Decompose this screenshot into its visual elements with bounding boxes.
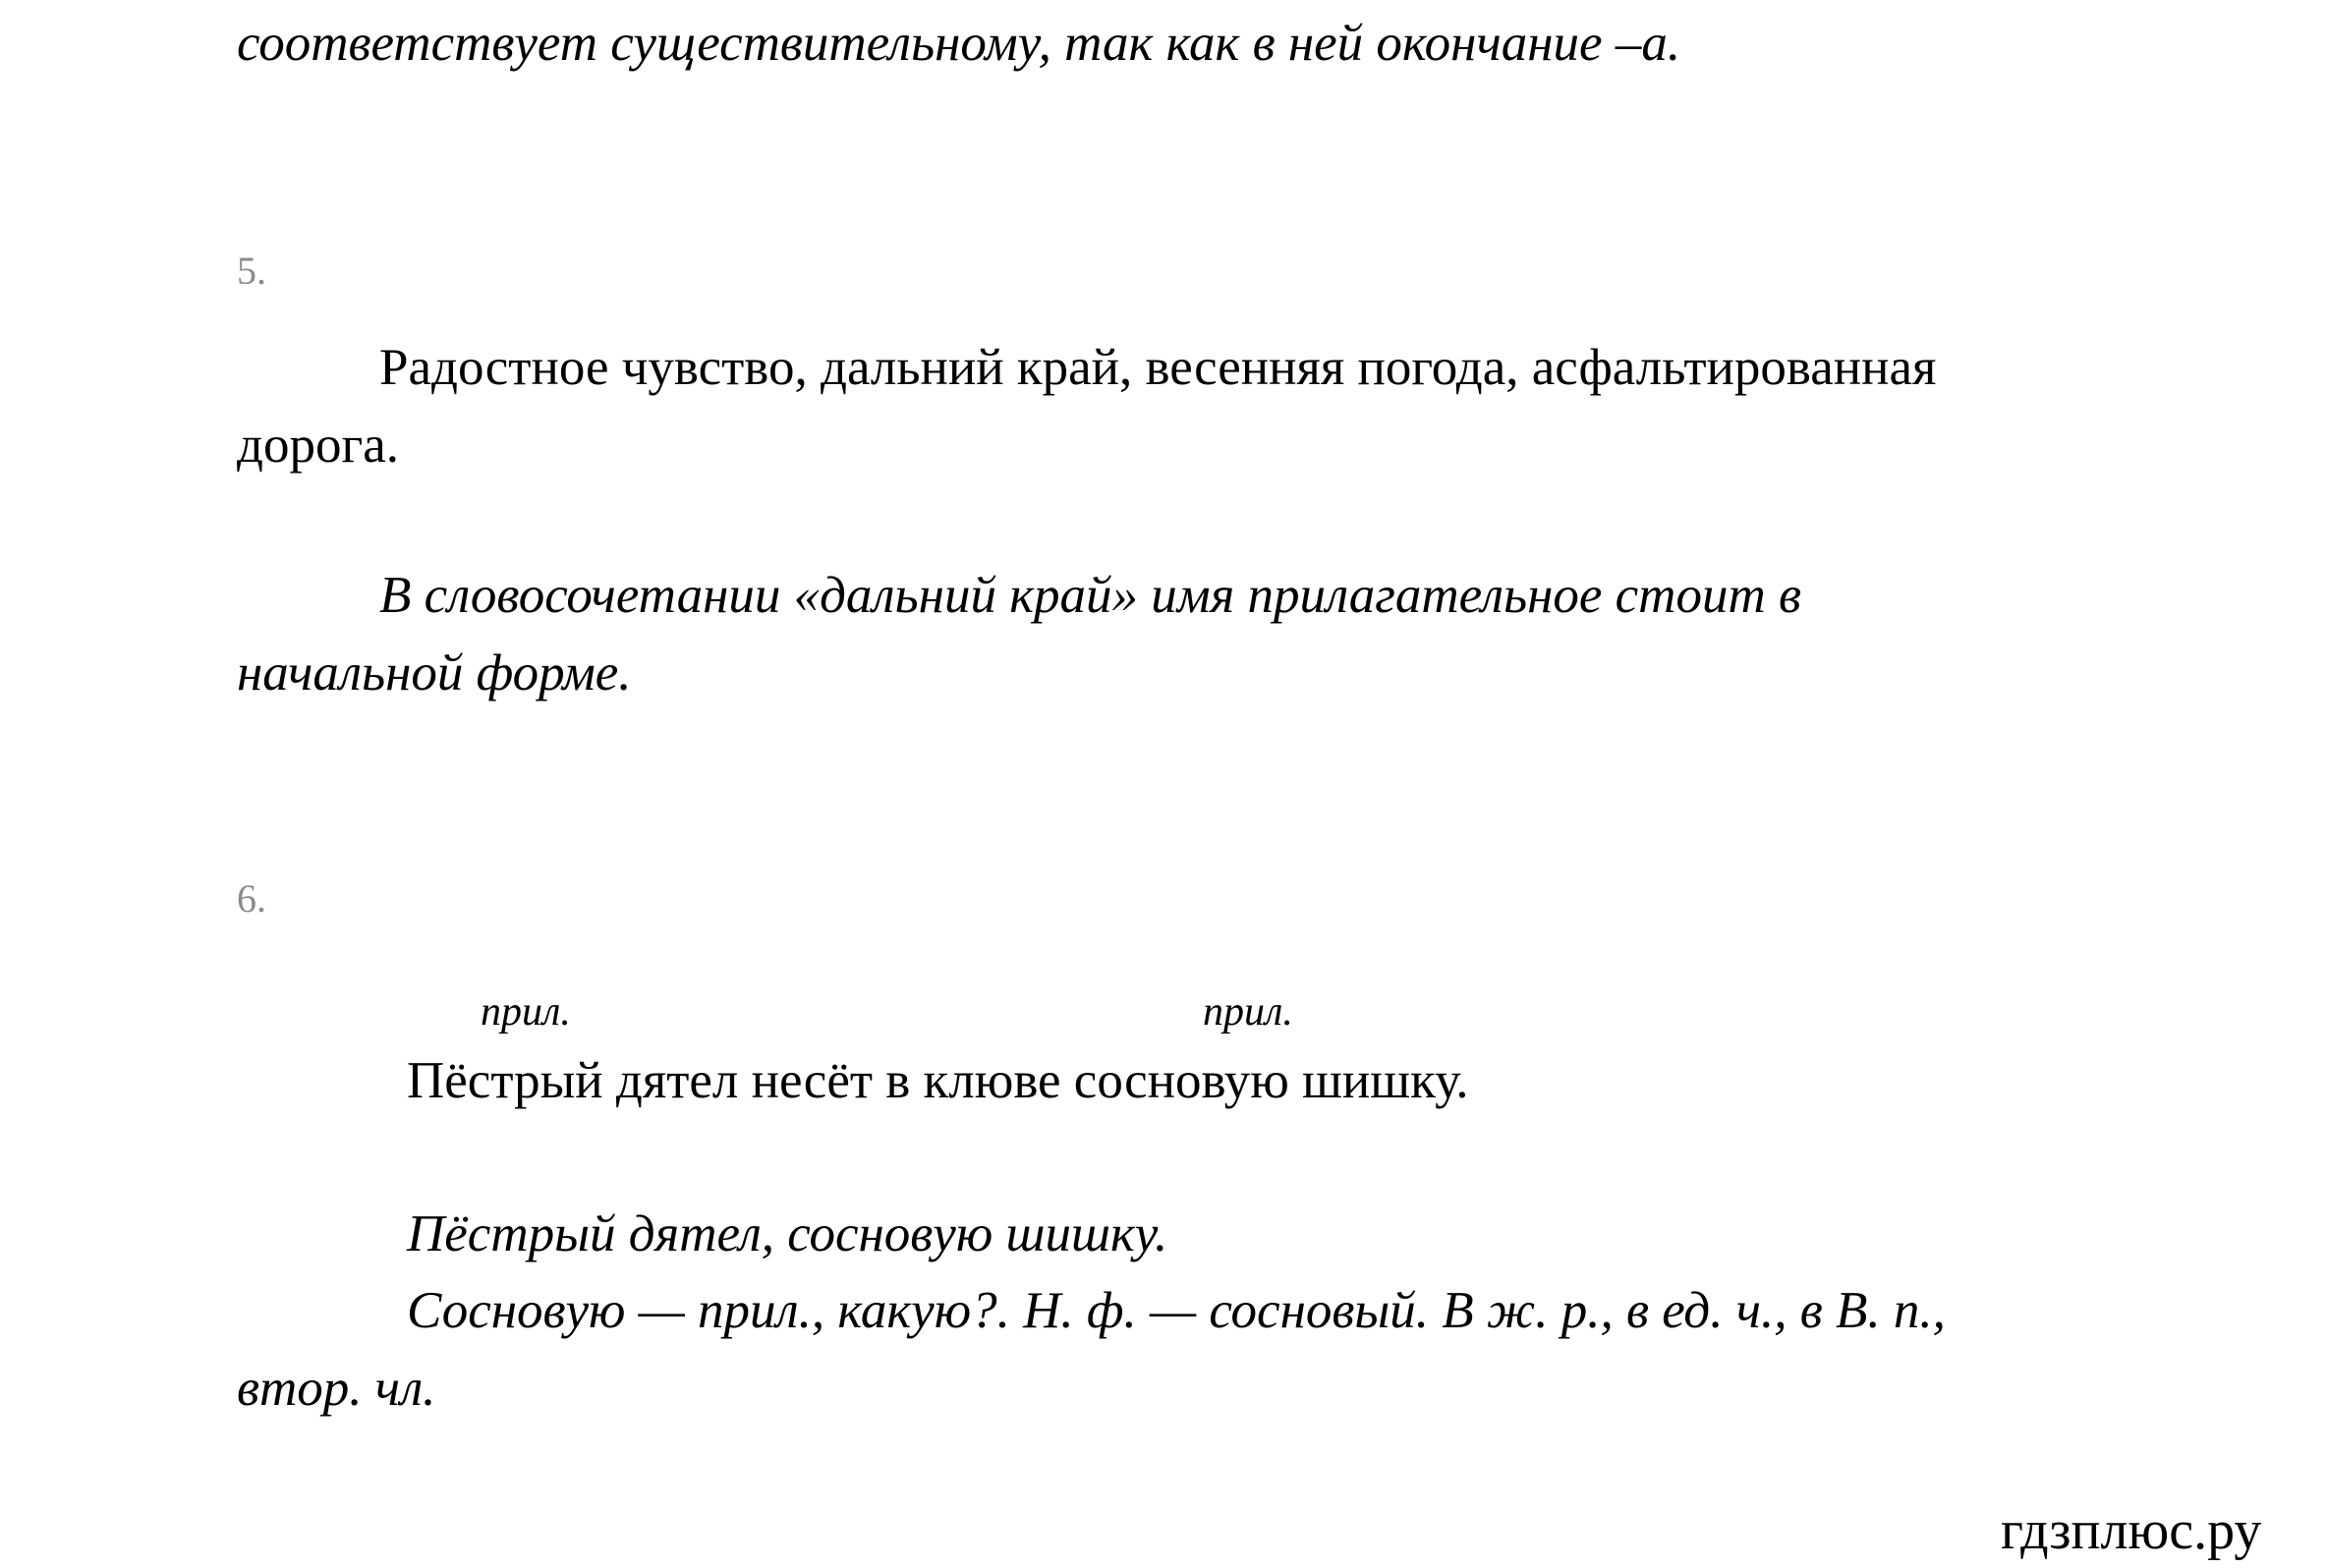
site-watermark: гдзплюс.ру <box>2001 1500 2262 1561</box>
task-6-answer-line-2: Сосновую — прил., какую?. Н. ф. — сосновый. В ж. р., в ед. ч., в В. п., <box>407 1282 1946 1339</box>
task-5-sentence-line-2: дорога. <box>237 417 399 474</box>
task-5-answer-line-1: В словосочетании «дальний край» имя прилагательное стоит в <box>379 567 1801 624</box>
task-5-number: 5. <box>237 249 266 293</box>
task-6-answer-line-1: Пёстрый дятел, сосновую шишку. <box>407 1205 1168 1262</box>
task-5-answer-line-2: начальной форме. <box>237 644 632 701</box>
task-5-sentence-line-1: Радостное чувство, дальний край, весенняя погода, асфальтированная <box>379 339 1937 396</box>
task-6-annotation-1: прил. <box>481 989 571 1035</box>
top-answer-line: соответствует существительному, так как в ней окончание –а. <box>237 15 1681 72</box>
task-6-annotation-2: прил. <box>1203 989 1293 1035</box>
task-6-number: 6. <box>237 876 266 921</box>
task-6-sentence: Пёстрый дятел несёт в клюве сосновую шишку. <box>407 1052 1469 1109</box>
task-6-answer-line-3: втор. чл. <box>237 1360 436 1417</box>
